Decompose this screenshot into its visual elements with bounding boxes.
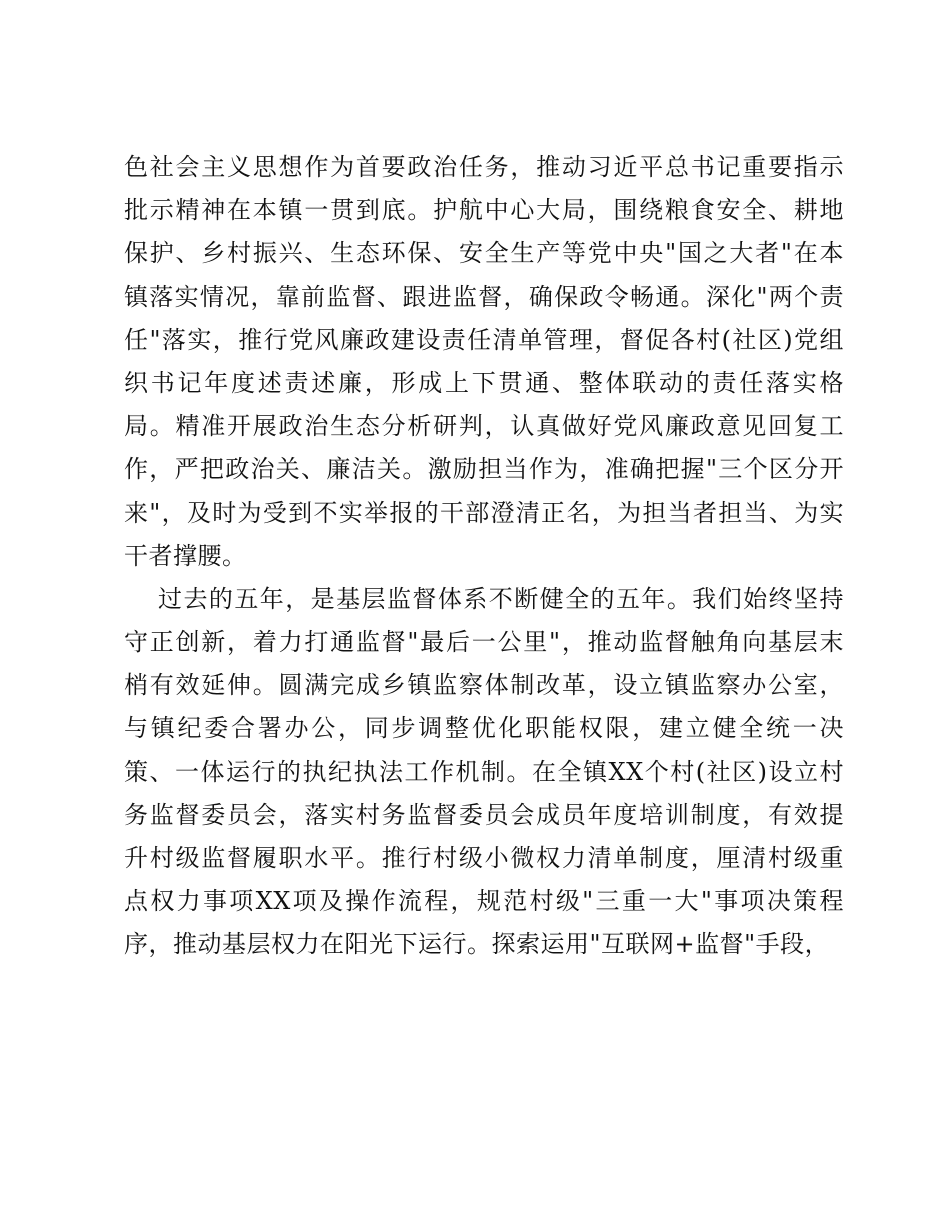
paragraph-2 [124,578,844,967]
paragraph-line: 点权力事项XX项及操作流程，规范村级"三重一大"事项决策程 [124,887,844,916]
paragraph-line: 升村级监督履职水平。推行村级小微权力清单制度，厘清村级重 [124,844,844,872]
paragraph-line: 梢有效延伸。圆满完成乡镇监察体制改革，设立镇监察办公室， [124,671,844,700]
paragraph-line: 局。精准开展政治生态分析研判，认真做好党风廉政意见回复工 [124,412,844,441]
paragraph-line: 织书记年度述责述廉，形成上下贯通、整体联动的责任落实格 [124,368,844,397]
paragraph-1 [124,146,844,578]
paragraph-line: 务监督委员会，落实村务监督委员会成员年度培训制度，有效提 [124,800,844,829]
paragraph-line: 干者撑腰。 [124,541,247,570]
paragraph-line: 作，严把政治关、廉洁关。激励担当作为，准确把握"三个区分开 [124,455,844,484]
document-body [124,146,844,967]
paragraph-line: 序，推动基层权力在阳光下运行。探索运用"互联网+监督"手段， [124,930,830,959]
paragraph-line: 保护、乡村振兴、生态环保、安全生产等党中央"国之大者"在本 [124,239,844,268]
paragraph-line: 过去的五年，是基层监督体系不断健全的五年。我们始终坚持 [158,584,844,613]
paragraph-line: 批示精神在本镇一贯到底。护航中心大局，围绕粮食安全、耕地 [124,196,844,225]
paragraph-line: 色社会主义思想作为首要政治任务，推动习近平总书记重要指示 [124,153,844,181]
paragraph-line: 与镇纪委合署办公，同步调整优化职能权限，建立健全统一决 [124,714,844,743]
paragraph-line: 来"，及时为受到不实举报的干部澄清正名，为担当者担当、为实 [124,498,844,527]
paragraph-line: 镇落实情况，靠前监督、跟进监督，确保政令畅通。深化"两个责 [124,282,844,311]
paragraph-line: 守正创新，着力打通监督"最后一公里"，推动监督触角向基层末 [124,628,844,657]
paragraph-line: 策、一体运行的执纪执法工作机制。在全镇XX个村(社区)设立村 [124,757,844,786]
paragraph-line: 任"落实，推行党风廉政建设责任清单管理，督促各村(社区)党组 [124,325,844,354]
